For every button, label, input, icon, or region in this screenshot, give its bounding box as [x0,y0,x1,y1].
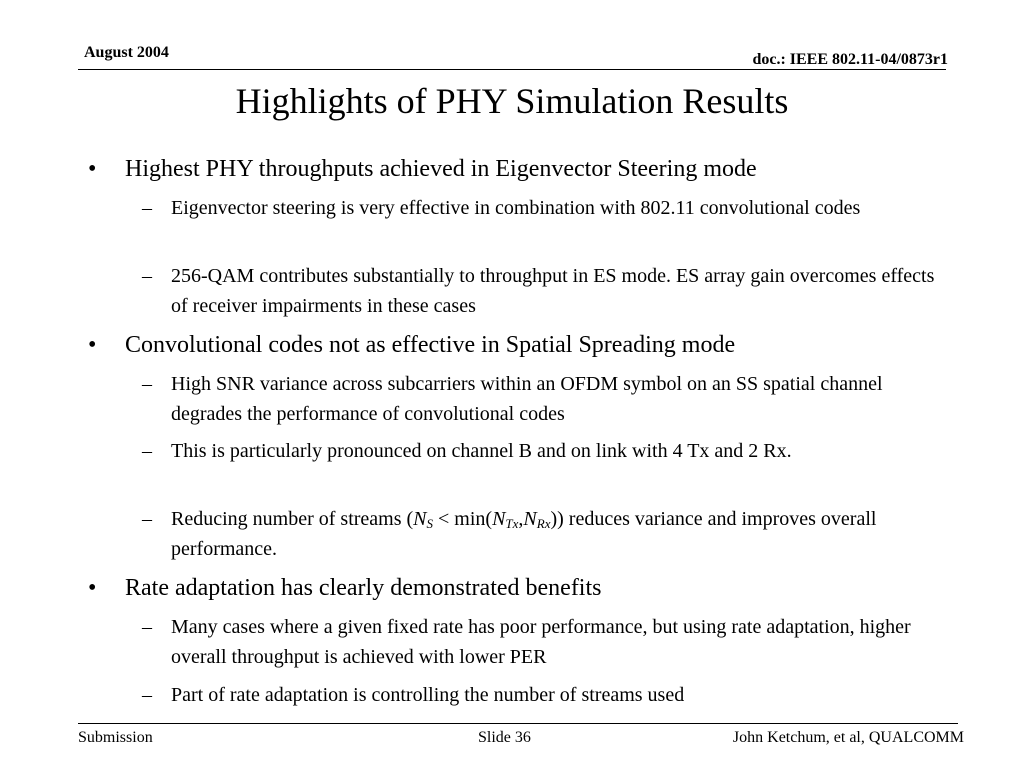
footer-submission: Submission [78,729,153,746]
bullet-marker: • [88,575,97,601]
sub-bullet-text: Eigenvector steering is very effective in combination with 802.11 convolutional codes [171,197,861,219]
sub-bullet-text: 256-QAM contributes substantially to throughput in ES mode. ES array gain overcomes effects of receiver impairments in these cases [171,265,935,317]
dash-marker: – [142,197,152,219]
math-symbol: N [492,508,506,530]
math-symbol: N [413,508,427,530]
text-fragment: < min( [433,508,493,530]
sub-bullet-text: Many cases where a given fixed rate has poor performance, but using rate adaptation, higher overall throughput is achieved with lower PER [171,616,911,668]
sub-bullet-3-1 [142,612,941,672]
text-fragment: Reducing number of streams ( [171,508,414,530]
footer-divider [78,723,958,724]
math-subscript: Rx [536,516,551,531]
bullet-2 [88,330,925,360]
dash-marker: – [142,508,152,530]
sub-bullet-text: This is particularly pronounced on channel B and on link with 4 Tx and 2 Rx. [171,440,792,462]
sub-bullet-3-2 [142,680,941,710]
sub-bullet-1-2 [142,261,941,321]
footer-slide-number: Slide 36 [478,729,531,746]
text-fragment: )) reduces variance and improves overall performance. [171,508,877,560]
math-symbol: N [523,508,537,530]
sub-bullet-2-1 [142,369,941,429]
sub-bullet-text: High SNR variance across subcarriers within an OFDM symbol on an SS spatial channel degrades the performance of convolutional codes [171,373,883,425]
bullet-text: Convolutional codes not as effective in Spatial Spreading mode [125,332,736,358]
sub-bullet-1-1 [142,193,941,223]
math-subscript: Tx [505,516,519,531]
header-doc-id: doc.: IEEE 802.11-04/0873r1 [752,51,948,68]
bullet-marker: • [88,332,97,358]
sub-bullet-2-3 [142,504,941,564]
header-date: August 2004 [84,44,169,61]
sub-bullet-2-2 [142,436,941,466]
dash-marker: – [142,373,152,395]
math-subscript: S [426,516,434,531]
footer-authors: John Ketchum, et al, QUALCOMM [732,729,964,746]
bullet-1 [88,154,925,184]
header-divider [78,69,946,70]
sub-bullet-text: Part of rate adaptation is controlling the number of streams used [171,684,685,706]
sub-bullet-text [171,508,876,560]
slide-title: Highlights of PHY Simulation Results [235,81,789,121]
dash-marker: – [142,616,152,638]
bullet-text: Highest PHY throughputs achieved in Eigenvector Steering mode [125,156,757,182]
bullet-3 [88,573,925,603]
dash-marker: – [142,440,152,462]
dash-marker: – [142,684,152,706]
bullet-text: Rate adaptation has clearly demonstrated benefits [125,575,602,601]
text-fragment: , [518,508,524,530]
dash-marker: – [142,265,152,287]
bullet-marker: • [88,156,97,182]
